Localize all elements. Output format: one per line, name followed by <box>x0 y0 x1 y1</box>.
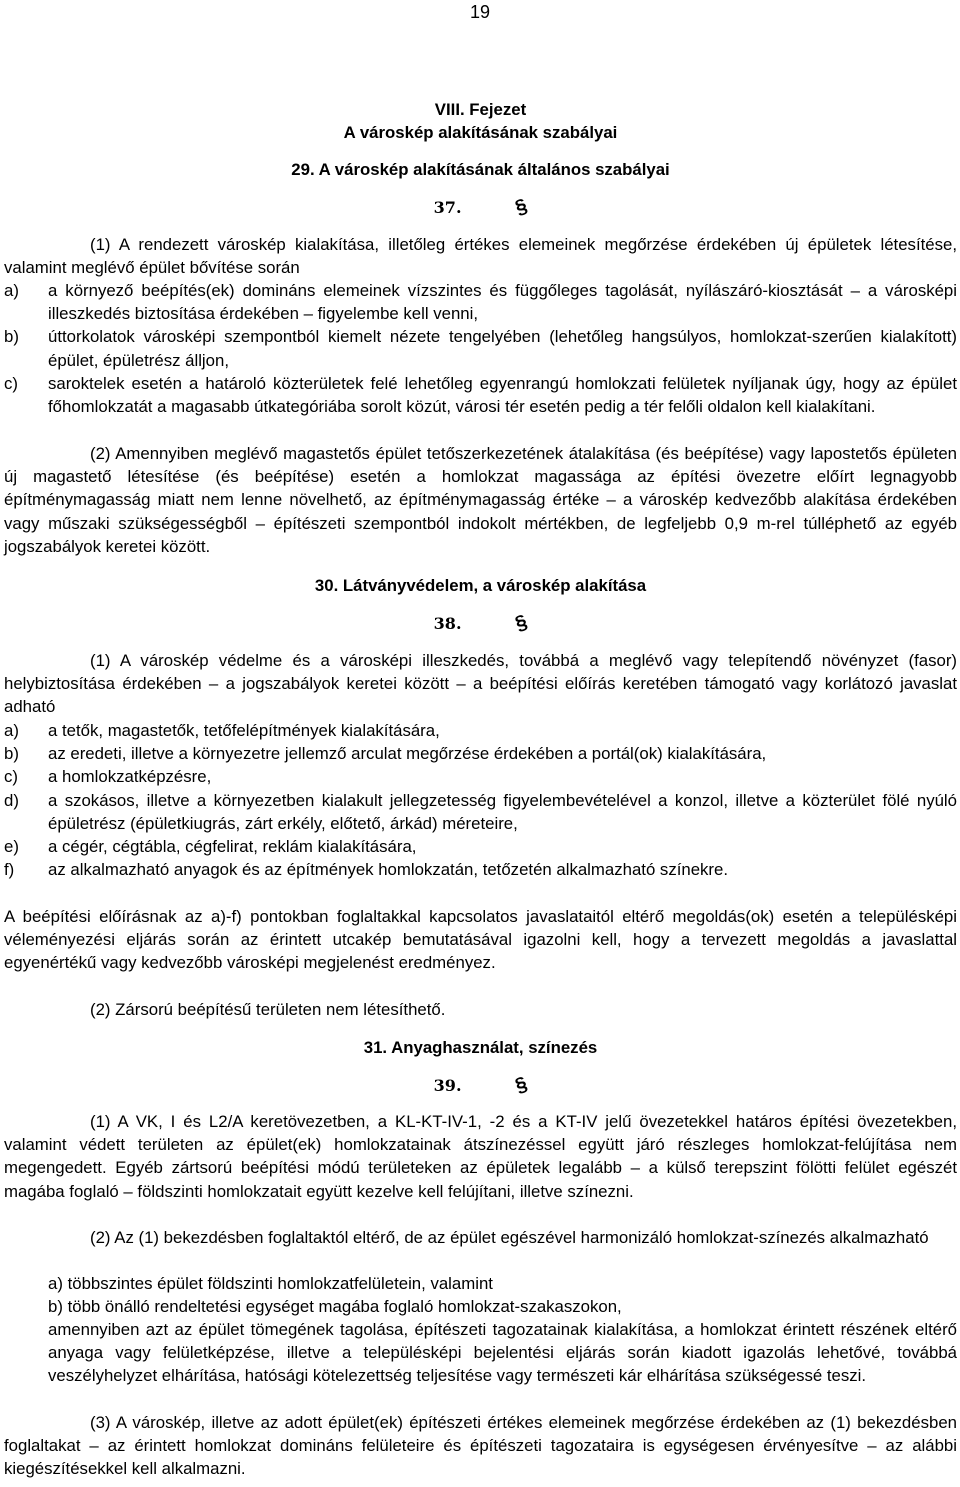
s31-p3: (3) A városkép, illetve az adott épület(ek) építészeti értékes elemeinek megőrzése érdekében az (1) bekezdésben foglaltakat – az érintett homlokzat domináns felületeire és építészeti tagozataira is egységesen érvényesítve – az alábbi kiegészítésekkel kell alkalmazni. <box>4 1413 957 1479</box>
s30-p1-closing: A beépítési előírásnak az a)-f) pontokban foglaltakkal kapcsolatos javaslataitól eltérő megoldás(ok) esetén a településképi véleményezési eljárás során az érintett utcakép bemutatásával igazolni kell, hogy a tervezett megoldás a javaslattal egyenértékű vagy kedvezőbb városképi megjelenést eredményez. <box>4 907 957 973</box>
s30-p2: (2) Zársorú beépítésű területen nem létesíthető. <box>90 1000 446 1019</box>
list-item-label: b) <box>48 1297 63 1317</box>
list-item-label: f) <box>4 860 15 880</box>
s31-p2-intro: (2) Az (1) bekezdésben foglaltaktól eltérő, de az épület egészével harmonizáló homlokzat-színezés alkalmazható <box>90 1228 929 1247</box>
list-item-text: a környező beépítés(ek) domináns elemeinek vízszintes és függőleges tagolását, nyílászáró-kiosztását – a városképi illeszkedés biztosítása érdekében – figyelembe kell venni, <box>48 281 957 324</box>
paragraph-number-text: 38. <box>433 614 462 633</box>
list-item-text: a tetők, magastetők, tetőfelépítmények kialakítására, <box>48 721 440 740</box>
paragraph-number-37 <box>4 196 957 219</box>
list-item-text: a homlokzatképzésre, <box>48 767 212 787</box>
s29-p1-intro: (1) A rendezett városkép kialakítása, illetőleg értékes elemeinek megőrzése érdekében új épületek létesítése, valamint meglévő épület bővítése során <box>4 235 957 278</box>
list-item-text: több önálló rendeltetési egységet magába foglaló homlokzat-szakaszokon, <box>67 1297 622 1317</box>
list-item <box>4 789 957 835</box>
page-number: 19 <box>469 2 491 22</box>
list-item-text: az eredeti, illetve a környezetre jellemző arculat megőrzése érdekében a portál(ok) kialakítására, <box>48 744 767 764</box>
section-heading-30: 30. Látványvédelem, a városkép alakítása <box>314 576 647 595</box>
paragraph-number-text: 37. <box>433 198 462 217</box>
section-heading-31: 31. Anyaghasználat, színezés <box>363 1038 598 1057</box>
paragraph-number-38 <box>4 612 957 635</box>
list-item-text: az alkalmazható anyagok és az építmények homlokzatán, tetőzetén alkalmazható színekre. <box>48 860 729 880</box>
paragraph-symbol: § <box>512 1072 531 1098</box>
chapter-label: VIII. Fejezet <box>434 100 527 119</box>
list-item <box>48 1295 957 1318</box>
paragraph-number-text: 39. <box>433 1076 462 1095</box>
paragraph-symbol: § <box>512 194 531 220</box>
s29-p2: (2) Amennyiben meglévő magastetős épület tetőszerkezetének átalakítása (és beépítése) vagy lapostetős épületen új magastető létesítése (és beépítése) esetén a homlokzat magassága az építési övezetre előírt legnagyobb építménymagasság miatt nem lenne növelhető, az építménymagasság értéke – a városkép kedvezőbb alakítása érdekében vagy műszaki szükségességből – építészeti szempontból indokolt mértékben, de legfeljebb 0,9 m-rel túlléphető az egyéb jogszabályok keretei között. <box>4 444 957 556</box>
section-heading-29: 29. A városkép alakításának általános szabályai <box>291 160 670 179</box>
list-item-text: a cégér, cégtábla, cégfelirat, reklám kialakítására, <box>48 837 417 857</box>
list-item <box>4 765 957 788</box>
s31-p2-closing: amennyiben azt az épület tömegének tagolása, építészeti tagozatainak kialakítása, a homlokzat érintett részének eltérő anyaga vagy felületképzése, illetve a településképi bejelentési eljárás során kiadott igazolás lehetővé, továbbá veszélyhelyzet elhárítása, hatósági kötelezettség teljesítése vagy természeti kár elhárítása szükségessé teszi. <box>48 1320 957 1386</box>
paragraph-number-39 <box>4 1074 957 1097</box>
list-item <box>4 279 957 325</box>
list-item-label: a) <box>48 1274 63 1293</box>
list-item <box>4 742 957 765</box>
list-item <box>4 858 957 881</box>
list-item-label: e) <box>4 837 19 857</box>
s31-p2-list <box>4 1272 957 1318</box>
list-item-label: c) <box>4 373 18 393</box>
list-item-text: úttorkolatok városképi szempontból kiemelt nézete tengelyében (lehetőleg hangsúlyos, homlokzat-szerűen kialakított) épület, épületrész álljon, <box>48 327 957 370</box>
list-item-text: saroktelek esetén a határoló közterületek felé lehetőleg egyenrangú homlokzati felületek nyíljanak úgy, hogy az épület főhomlokzatát a magasabb útkategóriába sorolt közút, városi tér esetén pedig a tér felőli oldalon kell kialakítani. <box>48 373 957 417</box>
s30-p1-list <box>4 719 957 881</box>
list-item <box>4 719 957 742</box>
list-item-text: a szokásos, illetve a környezetben kialakult jellegzetesség figyelembevételével a konzol, illetve a közterület fölé nyúló épületrész (épületkiugrás, zárt erkély, előtető, árkád) méreteire, <box>48 790 957 833</box>
s29-p1-list <box>4 279 957 418</box>
list-item <box>4 325 957 371</box>
list-item-label: d) <box>4 790 19 810</box>
list-item-label: b) <box>4 327 19 347</box>
list-item-label: b) <box>4 744 19 764</box>
s30-p1-intro: (1) A városkép védelme és a városképi illeszkedés, továbbá a meglévő vagy telepítendő növényzet (fasor) helybiztosítása érdekében – a jogszabályok keretei között – a beépítési előírás keretében támogató vagy korlátozó javaslat adható <box>4 651 957 717</box>
list-item <box>48 1272 957 1295</box>
list-item-label: c) <box>4 767 18 787</box>
list-item <box>4 372 957 418</box>
list-item-label: a) <box>4 721 19 740</box>
list-item-text: többszintes épület földszinti homlokzatfelületein, valamint <box>67 1274 493 1293</box>
list-item <box>4 835 957 858</box>
chapter-title: A városkép alakításának szabályai <box>343 123 618 142</box>
paragraph-symbol: § <box>512 610 531 636</box>
s31-p1: (1) A VK, I és L2/A keretövezetben, a KL-KT-IV-1, -2 és a KT-IV jelű övezetekkel határos építési övezetekben, valamint védett területen az épület(ek) homlokzatainak átszínezéssel együtt járó részleges homlokzat-felújítása nem megengedett. Egyéb zártsorú beépítési módú területeken az épületek legalább – a külső terepszint fölötti felület egészét magába foglaló – földszinti homlokzatait együtt kezelve kell felújítani, illetve színezni. <box>4 1112 957 1201</box>
list-item-label: a) <box>4 281 19 300</box>
